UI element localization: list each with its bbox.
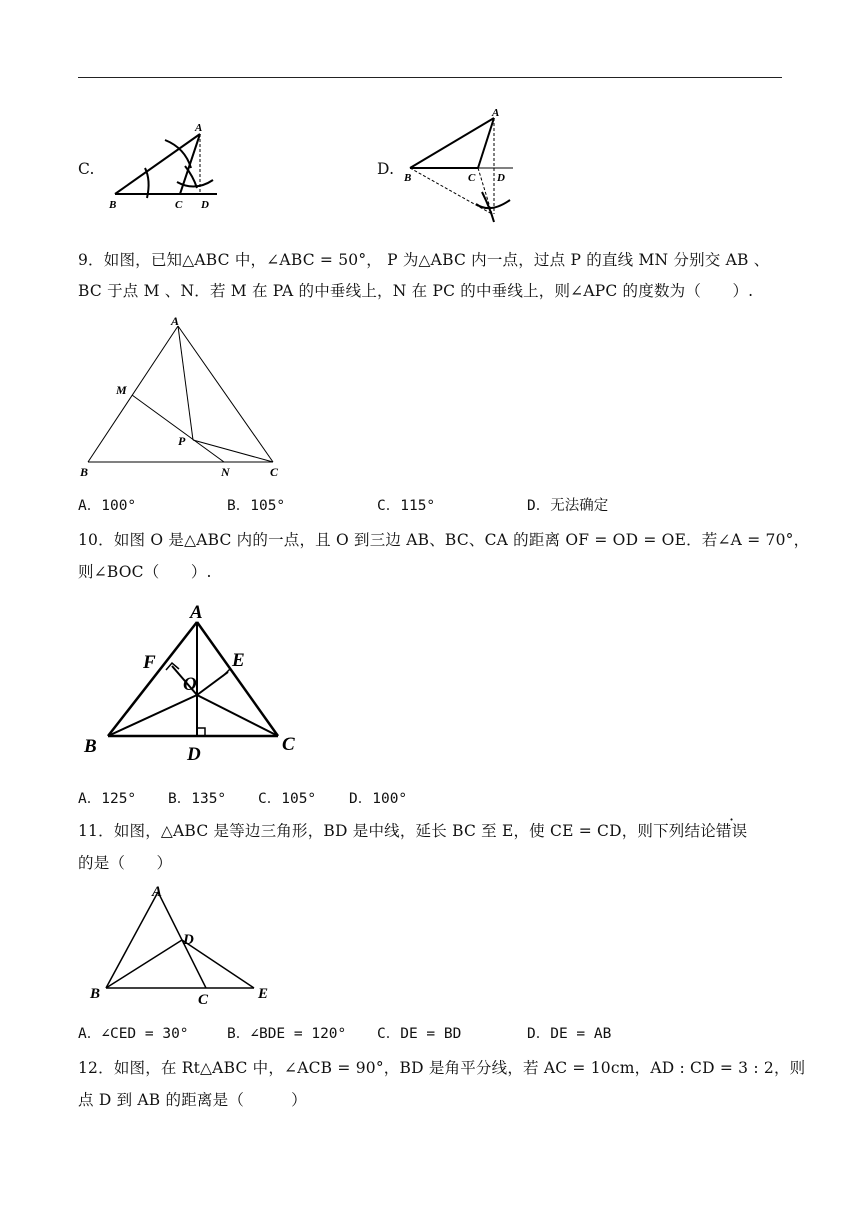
q8d-label-b: B [404,172,412,184]
q11-emphasis-word: 错误 [715,822,748,840]
q8-figure-d [398,104,533,226]
header-rule [78,77,782,78]
q11-line-2: 的是（ ） [78,854,173,872]
q9-label-n: N [221,465,230,479]
q10-option-c: C．105° [258,791,317,807]
q8-option-d-label: D. [377,160,395,178]
q11-label-b: B [90,986,101,1002]
q10-label-c: C [282,734,295,755]
q10-option-a: A．125° [78,791,137,807]
q8-option-c-label: C. [78,160,95,178]
q9-figure [78,312,298,482]
q8d-label-d: D [497,172,505,184]
q11-label-d: D [183,932,194,948]
q9-option-b: B．105° [227,498,286,514]
q9-label-p: P [178,434,186,448]
q8-figure-c [105,118,225,213]
q9-option-d: D．无法确定 [527,498,609,514]
q10-label-d: D [187,744,201,765]
q11-option-c: C．DE = BD [377,1026,462,1042]
q11-option-a: A．∠CED = 30° [78,1026,189,1042]
q8d-label-c: C [468,172,476,184]
q11-label-a: A [152,884,163,900]
q10-label-o: O [183,674,197,695]
q10-label-b: B [84,736,97,757]
q10-figure [80,600,320,770]
q10-label-f: F [143,652,156,673]
q11-line-1-text: 11．如图，△ABC 是等边三角形，BD 是中线，延长 BC 至 E，使 CE = CD，则下列结论 [78,822,716,840]
q10-line-1: 10．如图 O 是△ABC 内的一点，且 O 到三边 AB、BC、CA 的距离 OF = OD = OE．若∠A = 70°， [78,531,810,549]
q9-line-2: BC 于点 M 、N．若 M 在 PA 的中垂线上，N 在 PC 的中垂线上，则∠APC 的度数为（ ）. [78,282,754,300]
q12-line-2: 点 D 到 AB 的距离是（ ） [78,1091,307,1109]
q9-option-a: A．100° [78,498,137,514]
q8c-label-b: B [109,199,117,211]
q8c-label-a: A [195,122,203,134]
q11-figure [86,878,286,1008]
q9-label-c: C [270,465,279,479]
q10-label-e: E [232,650,245,671]
q10-option-b: B．135° [168,791,227,807]
q10-label-a: A [190,602,203,623]
q8d-label-a: A [492,107,500,119]
q12-line-1: 12．如图，在 Rt△ABC 中，∠ACB = 90°，BD 是角平分线，若 AC = 10cm，AD : CD = 3 : 2，则 [78,1059,806,1077]
q8c-label-d: D [201,199,209,211]
q9-label-m: M [116,383,127,397]
q11-option-b: B．∠BDE = 120° [227,1026,347,1042]
q9-label-a: A [171,314,180,328]
q9-line-1: 9．如图，已知△ABC 中，∠ABC = 50°， P 为△ABC 内一点，过点 P 的直线 MN 分别交 AB 、 [78,251,770,269]
q8c-label-c: C [175,199,183,211]
q11-option-d: D．DE = AB [527,1026,612,1042]
q9-label-b: B [80,465,89,479]
q11-label-e: E [258,986,269,1002]
q11-line-1 [78,819,747,841]
q10-line-2: 则∠BOC（ ）. [78,563,212,581]
q11-label-c: C [198,992,209,1008]
q10-option-d: D．100° [349,791,408,807]
q9-option-c: C．115° [377,498,436,514]
